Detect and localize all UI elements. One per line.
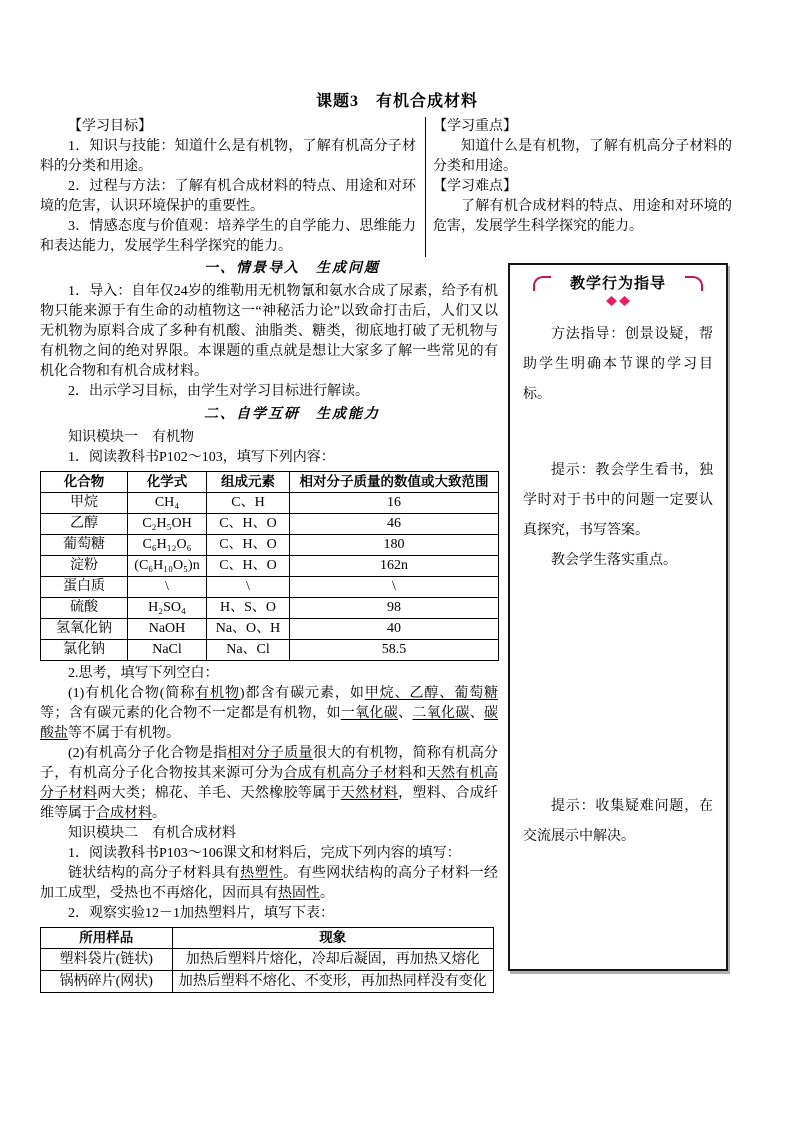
- table-cell: 氯化钠: [41, 640, 128, 661]
- objectives-column: [40, 117, 426, 257]
- table-cell: C、H、O: [207, 556, 290, 577]
- table-header-cell: 相对分子质量的数值或大致范围: [290, 472, 499, 493]
- guidance-note: 教会学生落实重点。: [551, 553, 677, 568]
- table-cell: 葡萄糖: [41, 535, 128, 556]
- table-header-cell: 所用样品: [41, 928, 173, 949]
- table-cell: 加热后塑料片熔化，冷却后凝固，再加热又熔化: [172, 949, 493, 971]
- table-cell: 锅柄碎片(网状): [41, 971, 173, 993]
- table-cell: 46: [290, 514, 499, 535]
- guidance-label: 提示：: [551, 799, 596, 814]
- teaching-guidance-title: 教学行为指导: [569, 276, 666, 292]
- guidance-text: 收集疑难问题，在交流展示中解决。: [523, 799, 714, 844]
- answer-blank: 甲烷、乙醇、葡萄糖: [364, 686, 499, 701]
- guidance-text: 教会学生看书，独学时对于书中的问题一定要认真探究，书写答案。: [523, 463, 714, 538]
- guidance-label: 提示：: [551, 463, 596, 478]
- table-cell: \: [290, 577, 499, 598]
- answer-blank: 合成有机高分子材料: [283, 766, 413, 781]
- table-cell: Na、Cl: [207, 640, 290, 661]
- guidance-tip-2: [523, 792, 713, 852]
- answer-blank: 一氧化碳: [340, 706, 399, 721]
- answer-blank: 天然材料: [340, 786, 399, 801]
- table-cell: H₂SO₄: [128, 598, 207, 619]
- table-cell: 乙醇: [41, 514, 128, 535]
- table-row: [41, 514, 499, 535]
- table-cell: Na、O、H: [207, 619, 290, 640]
- answer-blank: 碳酸盐: [40, 706, 499, 741]
- table-cell: 蛋白质: [41, 577, 128, 598]
- module1-intro: 1．阅读教科书P102～103，填写下列内容：: [68, 450, 335, 465]
- text-run: 。: [152, 806, 166, 821]
- objective-item: 2．过程与方法：了解有机合成材料的特点、用途和对环境的危害，认识环境保护的重要性。: [40, 179, 416, 214]
- table-row: [41, 577, 499, 598]
- section1-heading: 一、情景导入 生成问题: [204, 261, 380, 276]
- table-row: [41, 493, 499, 514]
- module2-heading: 知识模块二 有机合成材料: [68, 826, 236, 841]
- table-row: [41, 619, 499, 640]
- focus-body: 知道什么是有机物，了解有机高分子材料的分类和用途。: [433, 139, 732, 174]
- guidance-label: 方法指导：: [551, 327, 625, 342]
- table-header-cell: 现象: [172, 928, 493, 949]
- experiment-intro: 2．观察实验12－1加热塑料片，填写下表：: [68, 906, 334, 921]
- text-run: 、: [398, 706, 413, 721]
- table-row: [41, 640, 499, 661]
- difficulty-heading: 【学习难点】: [433, 179, 517, 194]
- answer-blank: 天然有机高分子材料: [40, 766, 499, 801]
- table-cell: 加热后塑料不熔化、不变形，再加热同样没有变化: [172, 971, 493, 993]
- objective-item: 3．情感态度与价值观：培养学生的自学能力、思维能力和表达能力，发展学生科学探究的能力。: [40, 219, 416, 254]
- blank-paragraph-1: [40, 684, 498, 744]
- guidance-method: [523, 320, 713, 410]
- table-cell: \: [207, 577, 290, 598]
- blank-paragraph-3: [40, 864, 498, 904]
- text-run: 很大的有机物，简称有机高分子，有机高分子化合物按其来源可分为: [40, 746, 499, 781]
- table-header-cell: 化学式: [128, 472, 207, 493]
- page-title: 课题3 有机合成材料: [315, 93, 478, 110]
- table-cell: C、H: [207, 493, 290, 514]
- table-cell: C、H、O: [207, 514, 290, 535]
- answer-blank: 热塑性: [240, 866, 284, 881]
- table-cell: 40: [290, 619, 499, 640]
- text-run: ，塑料、合成纤维等属于: [40, 786, 499, 821]
- objectives-heading: 【学习目标】: [68, 119, 152, 134]
- table-cell: 16: [290, 493, 499, 514]
- answer-blank: 有机物: [195, 686, 240, 701]
- table-cell: (C₆H₁₀O₅)n: [128, 556, 207, 577]
- answer-blank: 热固性: [278, 886, 320, 901]
- table-cell: 162n: [290, 556, 499, 577]
- table-row: [41, 598, 499, 619]
- text-run: 。有些网状结构的高分子材料一经加工成型，受热也不再熔化，因而具有: [40, 866, 499, 901]
- show-objectives-paragraph: 2．出示学习目标，由学生对学习目标进行解读。: [68, 384, 369, 399]
- table-row: [41, 535, 499, 556]
- table-header-row: [41, 928, 494, 949]
- text-run: (2)有机高分子化合物是指: [68, 746, 228, 761]
- table-header-cell: 组成元素: [207, 472, 290, 493]
- focus-heading: 【学习重点】: [433, 119, 517, 134]
- think-intro: 2.思考，填写下列空白：: [68, 666, 219, 681]
- intro-paragraph: 1．导入：自年仅24岁的维勒用无机物氰和氨水合成了尿素，给予有机物只能来源于有生命的动植物这一“神秘活力论”以致命打击后，人们又以无机物为原料合成了多种有机酸、油脂类、糖类，彻底地打破了无机物与有机物之间的绝对界限。本课题的重点就是想让大家多了解一些常见的有机化合物和有机合成材料。: [40, 284, 498, 379]
- text-run: 两大类；棉花、羊毛、天然橡胶等属于: [97, 786, 341, 801]
- text-run: 、: [469, 706, 485, 721]
- table-cell: NaCl: [128, 640, 207, 661]
- table-cell: 氢氧化钠: [41, 619, 128, 640]
- text-run: 等不属于有机物。: [68, 726, 180, 741]
- table-cell: 硫酸: [41, 598, 128, 619]
- module1-heading: 知识模块一 有机物: [68, 430, 194, 445]
- table-cell: 98: [290, 598, 499, 619]
- focus-column: [426, 117, 732, 257]
- section2-heading: 二、自学互研 生成能力: [204, 407, 380, 422]
- table-header-cell: 化合物: [41, 472, 128, 493]
- table-cell: C、H、O: [207, 535, 290, 556]
- table-cell: NaOH: [128, 619, 207, 640]
- table-cell: 淀粉: [41, 556, 128, 577]
- module2-intro: 1．阅读教科书P103～106课文和材料后，完成下列内容的填写：: [68, 846, 461, 861]
- text-run: 和: [412, 766, 427, 781]
- table-cell: 58.5: [290, 640, 499, 661]
- text-run: 。: [320, 886, 334, 901]
- table-cell: 甲烷: [41, 493, 128, 514]
- table-cell: C₂H₅OH: [128, 514, 207, 535]
- compound-table: [40, 471, 499, 661]
- objective-item: 1．知识与技能：知道什么是有机物，了解有机高分子材料的分类和用途。: [40, 139, 416, 174]
- table-row: [41, 971, 494, 993]
- table-cell: \: [128, 577, 207, 598]
- experiment-table: [40, 927, 494, 993]
- answer-blank: 相对分子质量: [227, 746, 313, 761]
- guidance-text: 创景设疑，帮助学生明确本节课的学习目标。: [523, 327, 713, 402]
- text-run: (1)有机化合物(简称: [68, 686, 196, 701]
- answer-blank: 二氧化碳: [412, 706, 470, 721]
- table-cell: 180: [290, 535, 499, 556]
- difficulty-body: 了解有机合成材料的特点、用途和对环境的危害，发展学生科学探究的能力。: [433, 199, 732, 234]
- answer-blank: 合成材料: [96, 806, 152, 821]
- text-run: 等；含有碳元素的化合物不一定都是有机物，如: [40, 706, 341, 721]
- teaching-guidance-badge: [533, 273, 703, 299]
- text-run: 链状结构的高分子材料具有: [68, 866, 241, 881]
- teaching-guidance-panel: [508, 263, 728, 971]
- table-cell: C₆H₁₂O₆: [128, 535, 207, 556]
- text-run: )都含有碳元素，如: [239, 686, 365, 701]
- table-row: [41, 949, 494, 971]
- table-header-row: [41, 472, 499, 493]
- table-row: [41, 556, 499, 577]
- table-cell: CH₄: [128, 493, 207, 514]
- main-column: [40, 256, 498, 996]
- header-columns: [40, 117, 732, 257]
- table-cell: H、S、O: [207, 598, 290, 619]
- blank-paragraph-2: [40, 744, 498, 824]
- table-cell: 塑料袋片(链状): [41, 949, 173, 971]
- guidance-tip-1: [523, 456, 713, 546]
